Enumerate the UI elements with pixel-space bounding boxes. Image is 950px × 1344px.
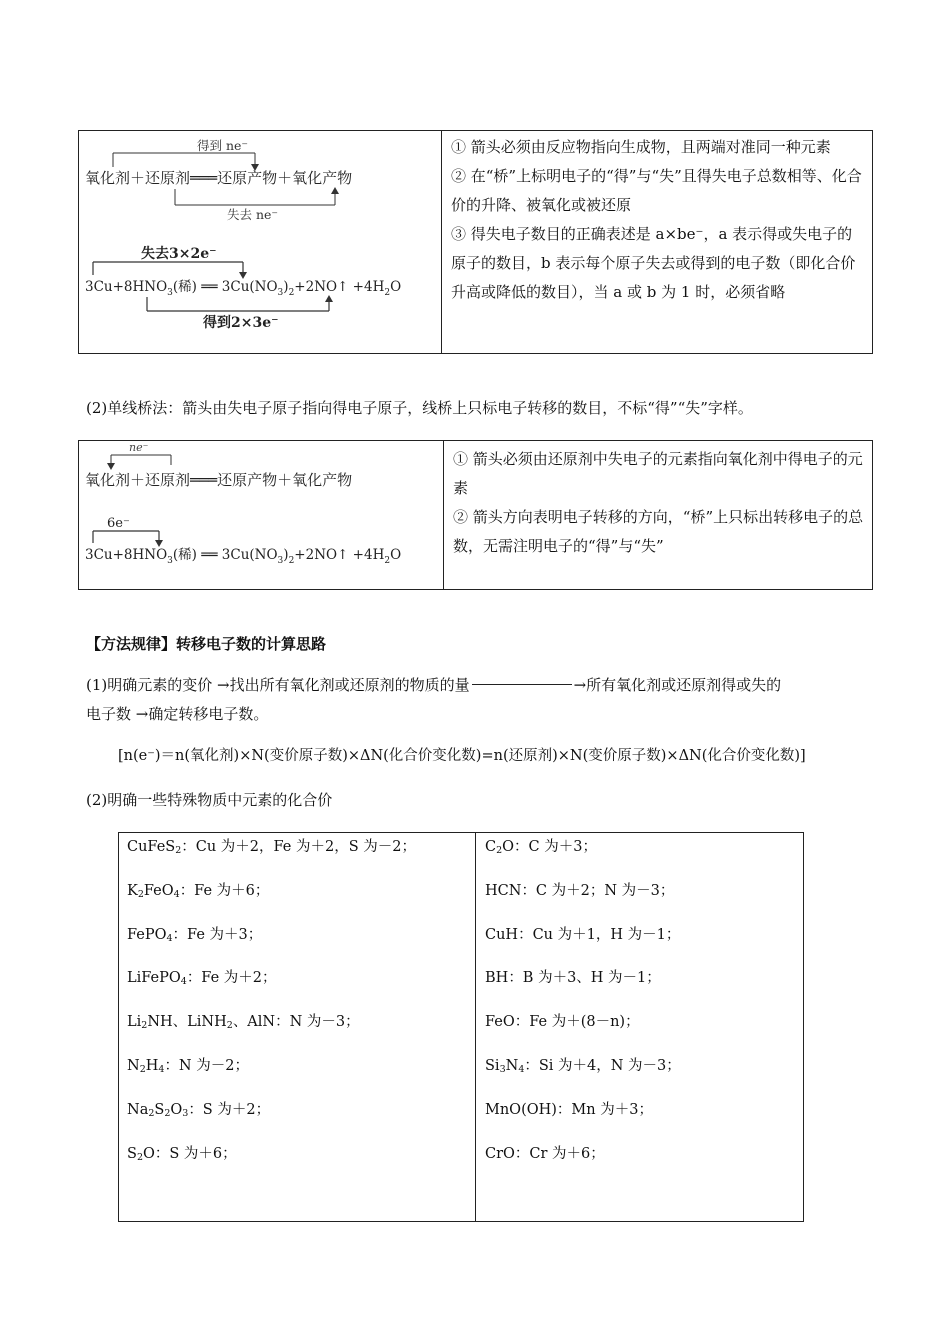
loss-count-label: 失去3×2e⁻	[141, 246, 217, 262]
valence-item: $Si_3N_4$：Si 为＋4，N 为－3；	[485, 1057, 681, 1075]
valence-item: BH：B 为＋3、H 为－1；	[485, 970, 661, 987]
valence-table	[118, 832, 804, 1222]
valence-item: $S_2O$：S 为＋6；	[127, 1145, 237, 1163]
double-bridge-diagram	[79, 131, 441, 353]
note-3: ③ 得失电子数目的正确表述是 a×be⁻，a 表示得或失电子的原子的数目，b 表示每个原子失去或得到的电子数（即化合价升高或降低的数目），当 a 或 b 为 1 时，必须省略	[451, 225, 856, 301]
note-1: ① 箭头必须由反应物指向生成物，且两端对准同一种元素	[451, 138, 831, 156]
table-divider	[441, 131, 442, 353]
single-bridge-diagram	[79, 441, 443, 589]
valence-right-column	[485, 833, 801, 1183]
gain-label: 得到 ne⁻	[197, 138, 249, 153]
generic-equation: 氧化剂＋还原剂═══还原产物＋氧化产物	[85, 471, 353, 489]
note-2: ② 在“桥”上标明电子的“得”与“失”且得失电子总数相等、化合价的升降、被氧化或被还原	[451, 167, 862, 214]
valence-item: $Li_2NH$、LiNH$_2$、AlN：N 为－3；	[127, 1014, 360, 1032]
double-bridge-notes	[451, 133, 865, 307]
valence-item: $N_2H_4$：N 为－2；	[127, 1057, 249, 1075]
example-equation: $3Cu+8HNO_3$(稀) ══ $3Cu(NO_3)_2+2NO↑ +4H_2O$	[85, 547, 402, 566]
valence-item: CuFeS$_2$：Cu 为＋2，Fe 为＋2，S 为－2；	[127, 839, 416, 856]
arrow-line	[472, 684, 572, 685]
valence-item: LiFePO$_4$：Fe 为＋2；	[127, 970, 277, 988]
valence-left-column	[127, 833, 467, 1183]
note-1: ① 箭头必须由还原剂中失电子的元素指向氧化剂中得电子的元素	[453, 450, 863, 497]
table-divider	[475, 833, 476, 1221]
step1-part-b: →所有氧化剂或还原剂得或失的	[573, 676, 782, 694]
step2: (2)明确一些特殊物质中元素的化合价	[86, 791, 333, 809]
valence-item: $K_2FeO_4$：Fe 为＋6；	[127, 882, 270, 900]
step1-part-a: (1)明确元素的变价 →找出所有氧化剂或还原剂的物质的量	[86, 676, 470, 694]
valence-item: MnO(OH)：Mn 为＋3；	[485, 1101, 653, 1118]
single-bridge-notes	[453, 445, 865, 561]
gain-count-label: 得到2×3e⁻	[203, 315, 279, 331]
six-e-label: 6e⁻	[107, 516, 130, 531]
single-bridge-table	[78, 440, 873, 590]
valence-item: HCN：C 为＋2；N 为－3；	[485, 882, 675, 899]
valence-item: FeO：Fe 为＋(8－n)；	[485, 1014, 640, 1031]
double-bridge-table	[78, 130, 873, 354]
valence-item: CrO：Cr 为＋6；	[485, 1145, 605, 1162]
electron-formula: [n(e⁻)＝n(氧化剂)×N(变价原子数)×ΔN(化合价变化数)=n(还原剂)×N(变价原子数)×ΔN(化合价变化数)]	[118, 748, 806, 764]
valence-item: $Na_2S_2O_3$：S 为＋2；	[127, 1101, 271, 1119]
step1	[86, 671, 876, 729]
valence-item: FePO$_4$：Fe 为＋3；	[127, 926, 263, 944]
single-bridge-intro: (2)单线桥法：箭头由失电子原子指向得电子原子，线桥上只标电子转移的数目，不标“得”“失”字样。	[86, 399, 753, 417]
ne-label: ne⁻	[129, 441, 149, 454]
method-heading: 【方法规律】转移电子数的计算思路	[86, 635, 327, 653]
valence-item: CuH：Cu 为＋1，H 为－1；	[485, 926, 681, 943]
valence-item: $C_2O$：C 为＋3；	[485, 839, 597, 856]
note-2: ② 箭头方向表明电子转移的方向，“桥”上只标出转移电子的总数，无需注明电子的“得”与“失”	[453, 508, 864, 555]
step1-part-c: 电子数 →确定转移电子数。	[86, 705, 269, 723]
generic-equation: 氧化剂＋还原剂═══还原产物＋氧化产物	[85, 169, 353, 187]
loss-label: 失去 ne⁻	[227, 207, 279, 222]
example-equation: $3Cu+8HNO_3$(稀) ══ $3Cu(NO_3)_2+2NO↑ +4H_2O$	[85, 279, 402, 298]
table-divider	[443, 441, 444, 589]
